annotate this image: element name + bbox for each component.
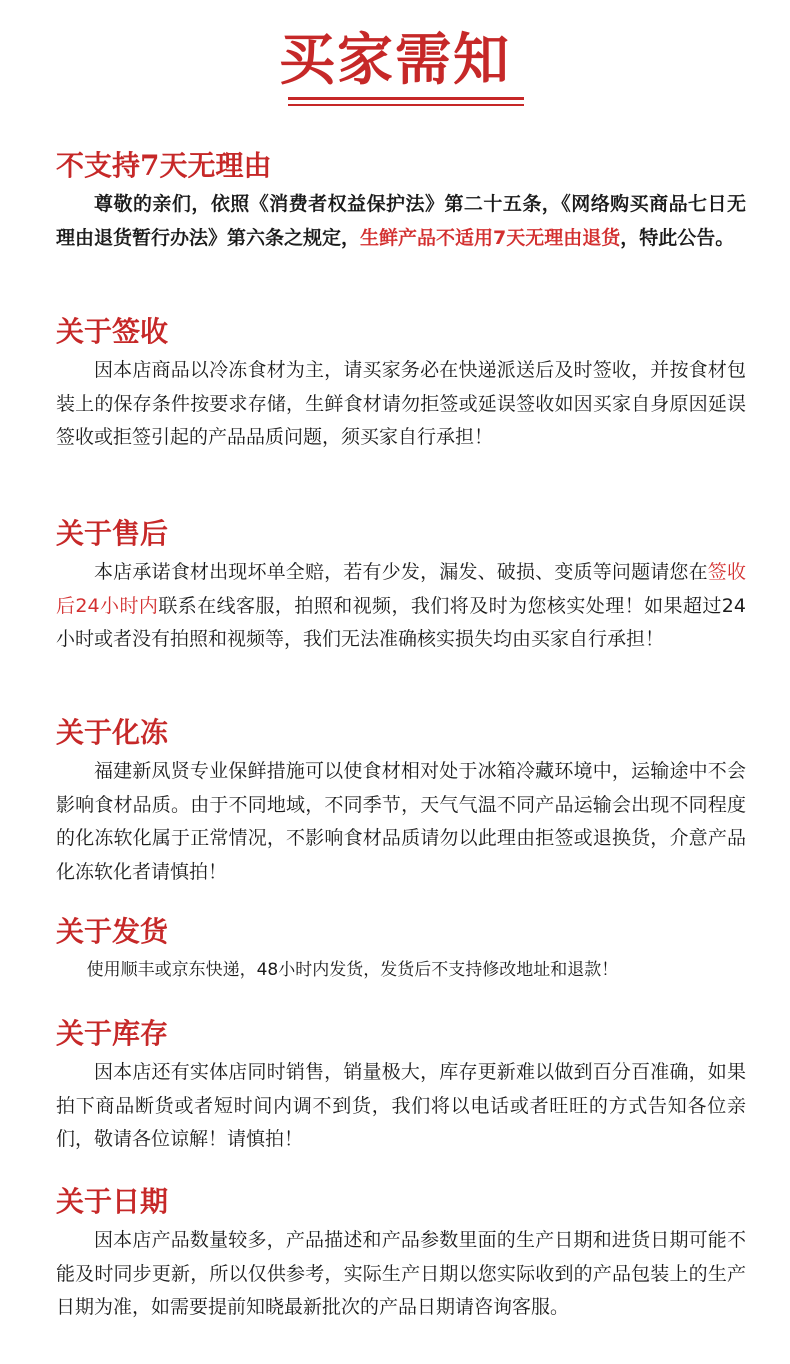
section-text: 因本店商品以冷冻食材为主，请买家务必在快递派送后及时签收，并按食材包装上的保存条件按要求存储，生鲜食材请勿拒签或延误签收如因买家自身原因延误签收或拒签引起的产品品质问题，须买家自行承担！ bbox=[56, 359, 746, 449]
section-heading: 关于库存 bbox=[56, 1017, 169, 1050]
section-thawing bbox=[56, 715, 746, 889]
section-after-sales bbox=[56, 516, 746, 657]
title-block bbox=[0, 22, 790, 98]
text-part: 联系在线客服，拍照和视频，我们将及时为您核实处理！如果超过24小时或者没有拍照和视频等，我们无法准确核实损失均由买家自行承担！ bbox=[56, 594, 746, 651]
section-text: 因本店还有实体店同时销售，销量极大，库存更新难以做到百分百准确，如果拍下商品断货或者短时间内调不到货，我们将以电话或者旺旺的方式告知各位亲们，敬请各位谅解！请慎拍！ bbox=[56, 1061, 746, 1151]
text-part: 尊敬的亲们，依照《消费者权益保护法》第二十五条，《网络购买商品七日无理由退货暂行办法》第六条之规定， bbox=[56, 193, 746, 249]
section-text bbox=[56, 188, 746, 255]
highlight-text: 签收后24小时内 bbox=[56, 561, 746, 617]
section-no-7day-return bbox=[56, 148, 746, 255]
section-text: 因本店产品数量较多，产品描述和产品参数里面的生产日期和进货日期可能不能及时同步更新，所以仅供参考，实际生产日期以您实际收到的产品包装上的生产日期为准，如需要提前知晓最新批次的产品日期请咨询客服。 bbox=[56, 1229, 746, 1319]
section-signing bbox=[56, 314, 746, 455]
section-heading: 关于售后 bbox=[56, 517, 169, 550]
section-stock bbox=[56, 1016, 746, 1157]
highlight-text: 生鲜产品不适用7天无理由退货 bbox=[360, 226, 621, 249]
page-title: 买家需知 bbox=[279, 27, 511, 93]
section-heading: 关于化冻 bbox=[56, 716, 169, 749]
section-shipping bbox=[56, 914, 746, 988]
section-dates bbox=[56, 1184, 746, 1325]
section-text: 福建新凤贤专业保鲜措施可以使食材相对处于冰箱冷藏环境中，运输途中不会影响食材品质。由于不同地域，不同季节，天气气温不同产品运输会出现不同程度的化冻软化属于正常情况，不影响食材品质请勿以此理由拒签或退换货，介意产品化冻软化者请慎拍！ bbox=[56, 760, 746, 883]
text-part: ，特此公告。 bbox=[620, 226, 735, 249]
text-part: 本店承诺食材出现坏单全赔，若有少发，漏发、破损、变质等问题请您在 bbox=[94, 561, 708, 583]
section-heading: 不支持7天无理由 bbox=[56, 149, 272, 182]
section-text: 使用顺丰或京东快递，48小时内发货，发货后不支持修改地址和退款！ bbox=[86, 960, 619, 980]
section-heading: 关于日期 bbox=[56, 1185, 169, 1218]
section-heading: 关于发货 bbox=[56, 915, 169, 948]
title-underline-thin bbox=[288, 104, 524, 106]
section-text bbox=[56, 556, 746, 657]
title-underline-thick bbox=[288, 97, 524, 100]
section-heading: 关于签收 bbox=[56, 315, 169, 348]
